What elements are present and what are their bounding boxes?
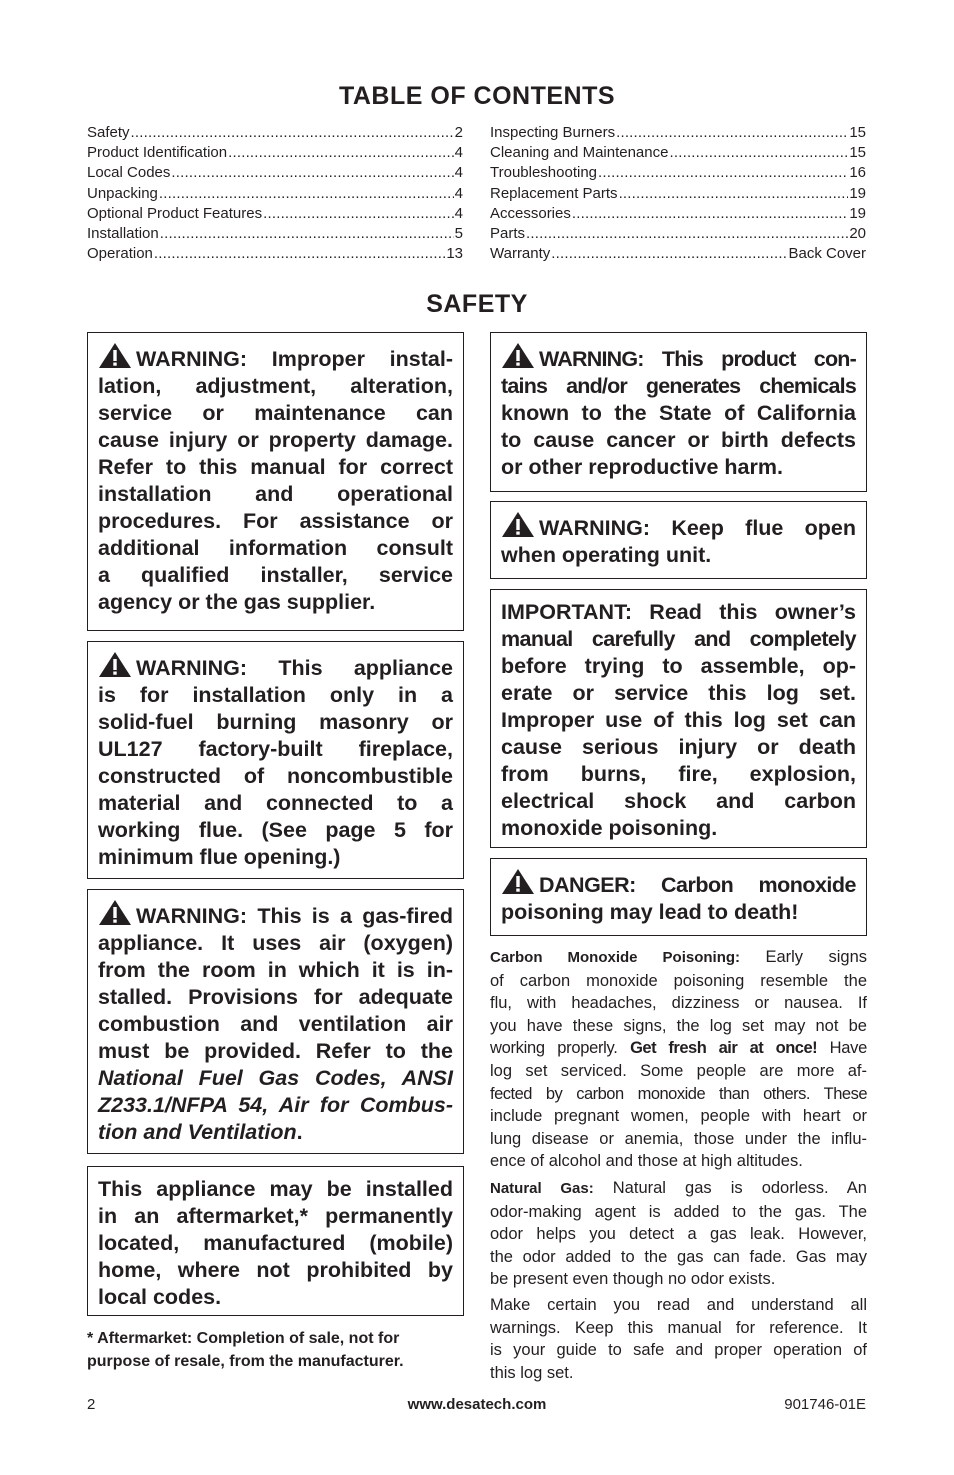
box-line: stalled. Provisions for adequate bbox=[98, 985, 453, 1009]
para-line: Carbon Monoxide Poisoning: Early signs bbox=[490, 948, 868, 966]
para-line: Make certain you read and understand all bbox=[490, 1296, 867, 1314]
para-line: include pregnant women, people with heart or bbox=[490, 1107, 867, 1126]
page-number: 2 bbox=[87, 1396, 96, 1413]
toc-leader bbox=[669, 143, 848, 163]
para-line: this log set. bbox=[490, 1363, 574, 1382]
box-line: DANGER: Carbon monoxide bbox=[501, 868, 856, 899]
carbon-monoxide-paragraph bbox=[490, 946, 867, 1173]
para-line: flu, with headaches, dizziness or nausea. If bbox=[490, 994, 867, 1013]
warning-triangle-icon bbox=[98, 899, 132, 926]
toc-leader bbox=[171, 163, 453, 183]
natural-gas-paragraph bbox=[490, 1177, 867, 1291]
toc-label: Operation bbox=[87, 245, 153, 263]
box-line: National Fuel Gas Codes, ANSI bbox=[98, 1066, 453, 1090]
toc-label: Replacement Parts bbox=[490, 184, 618, 202]
warning-triangle-icon bbox=[98, 342, 132, 369]
box-line: service or maintenance can bbox=[98, 401, 453, 425]
box-line: monoxide poisoning. bbox=[501, 816, 718, 840]
toc-page: 13 bbox=[446, 245, 463, 263]
toc-page: 15 bbox=[849, 144, 866, 162]
warning-triangle-icon bbox=[501, 868, 535, 895]
document-code: 901746-01E bbox=[784, 1396, 866, 1413]
box-line: additional information consult bbox=[98, 536, 453, 560]
box-line: minimum flue opening.) bbox=[98, 845, 341, 869]
toc-entry bbox=[87, 204, 463, 224]
toc-leader bbox=[263, 204, 454, 224]
toc-leader bbox=[619, 184, 849, 204]
para-line: working properly. Get fresh air at once! Have bbox=[490, 1039, 867, 1058]
box-line: located, manufactured (mobile) bbox=[98, 1231, 453, 1255]
toc-label: Optional Product Features bbox=[87, 204, 263, 222]
box-line: WARNING: This appliance bbox=[98, 651, 453, 682]
mobile-home-notice-box bbox=[87, 1166, 464, 1316]
toc-right-column bbox=[490, 123, 866, 264]
toc-label: Product Identification bbox=[87, 144, 228, 162]
warning-appliance-installation-box bbox=[87, 641, 464, 879]
toc-label: Local Codes bbox=[87, 164, 171, 182]
box-line: working flue. (See page 5 for bbox=[98, 818, 453, 842]
toc-page: 19 bbox=[849, 204, 866, 222]
para-line: ence of alcohol and those at high altitudes. bbox=[490, 1152, 803, 1171]
warning-improper-installation-box bbox=[87, 332, 464, 631]
para-line: is your guide to safe and proper operation of bbox=[490, 1341, 867, 1360]
toc-page: Back Cover bbox=[788, 245, 866, 263]
box-line: agency or the gas supplier. bbox=[98, 590, 376, 614]
box-line: is for installation only in a bbox=[98, 683, 453, 707]
box-line: tion and Ventilation. bbox=[98, 1120, 303, 1144]
para-line: odor-making agent is added to the gas. The bbox=[490, 1202, 867, 1221]
box-line: Z233.1/NFPA 54, Air for Combus- bbox=[98, 1093, 453, 1117]
toc-page: 15 bbox=[849, 124, 866, 141]
toc-left-column bbox=[87, 123, 463, 264]
safety-title: SAFETY bbox=[426, 290, 528, 318]
toc-label: Accessories bbox=[490, 204, 571, 222]
toc-leader bbox=[572, 204, 848, 224]
toc-entry bbox=[87, 224, 463, 244]
box-line: when operating unit. bbox=[501, 543, 712, 567]
box-line: appliance. It uses air (oxygen) bbox=[98, 931, 453, 955]
toc-leader bbox=[551, 244, 787, 264]
note-line: * Aftermarket: Completion of sale, not for bbox=[87, 1330, 400, 1347]
toc-entry bbox=[87, 244, 463, 264]
aftermarket-footnote bbox=[87, 1327, 467, 1373]
warning-triangle-icon bbox=[98, 651, 132, 678]
danger-carbon-monoxide-box bbox=[490, 858, 867, 936]
para-line: you have these signs, the log set may not be bbox=[490, 1016, 867, 1035]
para-line: odor helps you detect a gas leak. However, bbox=[490, 1225, 867, 1244]
para-line: fected by carbon monoxide than others. These bbox=[490, 1084, 867, 1103]
toc-leader bbox=[616, 123, 848, 143]
box-line: IMPORTANT: Read this owner’s bbox=[501, 600, 856, 624]
toc-page: 19 bbox=[849, 184, 866, 202]
para-line: Natural Gas: Natural gas is odorless. An bbox=[490, 1179, 867, 1197]
toc-entry bbox=[490, 143, 866, 163]
toc-title: TABLE OF CONTENTS bbox=[338, 82, 616, 110]
toc-label: Unpacking bbox=[87, 184, 158, 202]
toc-page: 4 bbox=[454, 184, 463, 202]
box-line: Refer to this manual for correct bbox=[98, 455, 453, 479]
toc-label: Inspecting Burners bbox=[490, 124, 616, 141]
toc-entry bbox=[87, 123, 463, 143]
toc-entry bbox=[87, 184, 463, 204]
box-line: home, where not prohibited by bbox=[98, 1258, 453, 1282]
box-line: to cause cancer or birth defects bbox=[501, 428, 856, 452]
warning-triangle-icon bbox=[501, 342, 535, 369]
toc-page: 4 bbox=[454, 204, 463, 222]
box-line: before trying to assemble, op- bbox=[501, 654, 856, 678]
box-line: electrical shock and carbon bbox=[501, 789, 856, 813]
box-line: tains and/or generates chemicals bbox=[501, 374, 856, 398]
toc-entry bbox=[490, 204, 866, 224]
toc-label: Cleaning and Maintenance bbox=[490, 144, 669, 162]
toc-page: 20 bbox=[849, 224, 866, 242]
para-line: be present even though no odor exists. bbox=[490, 1270, 776, 1289]
box-line: manual carefully and completely bbox=[501, 627, 856, 651]
box-line: WARNING: Keep flue open bbox=[501, 511, 856, 542]
box-line: in an aftermarket,* permanently bbox=[98, 1204, 453, 1228]
toc-leader bbox=[598, 163, 848, 183]
box-line: cause serious injury or death bbox=[501, 735, 856, 759]
toc-entry bbox=[87, 163, 463, 183]
toc-entry bbox=[490, 163, 866, 183]
para-line: lung disease or anemia, those under the influ- bbox=[490, 1129, 867, 1148]
box-line: poisoning may lead to death! bbox=[501, 900, 799, 924]
box-line: material and connected to a bbox=[98, 791, 453, 815]
box-line: Improper use of this log set can bbox=[501, 708, 856, 732]
final-reminder-paragraph bbox=[490, 1294, 867, 1384]
box-line: combustion and ventilation air bbox=[98, 1012, 453, 1036]
box-line: or other reproductive harm. bbox=[501, 455, 783, 479]
para-line: the odor added to the gas can fade. Gas may bbox=[490, 1247, 867, 1266]
warning-california-box bbox=[490, 332, 867, 492]
toc-page: 4 bbox=[454, 144, 463, 162]
box-line: erate or service this log set. bbox=[501, 681, 856, 705]
warning-triangle-icon bbox=[501, 511, 535, 538]
toc-label: Safety bbox=[87, 124, 130, 141]
box-line: lation, adjustment, alteration, bbox=[98, 374, 453, 398]
toc-page: 4 bbox=[454, 164, 463, 182]
toc-entry bbox=[490, 184, 866, 204]
important-notice-box bbox=[490, 589, 867, 848]
toc-entry bbox=[87, 143, 463, 163]
box-line: local codes. bbox=[98, 1285, 222, 1309]
toc-leader bbox=[160, 224, 454, 244]
toc-page: 5 bbox=[454, 224, 463, 242]
box-line: UL127 factory-built fireplace, bbox=[98, 737, 453, 761]
box-line: a qualified installer, service bbox=[98, 563, 453, 587]
note-line: purpose of resale, from the manufacturer. bbox=[87, 1353, 404, 1370]
toc-leader bbox=[159, 184, 454, 204]
box-line: must be provided. Refer to the bbox=[98, 1039, 453, 1063]
box-line: from burns, fire, explosion, bbox=[501, 762, 856, 786]
toc-label: Installation bbox=[87, 224, 159, 242]
toc-page: 2 bbox=[454, 124, 463, 141]
toc-entry bbox=[490, 244, 866, 264]
warning-flue-box bbox=[490, 501, 867, 579]
toc-label: Troubleshooting bbox=[490, 164, 598, 182]
toc-leader bbox=[228, 143, 454, 163]
box-line: procedures. For assistance or bbox=[98, 509, 453, 533]
box-line: constructed of noncombustible bbox=[98, 764, 453, 788]
toc-label: Warranty bbox=[490, 245, 551, 263]
website-url: www.desatech.com bbox=[407, 1396, 547, 1413]
toc-leader bbox=[154, 244, 445, 264]
box-line: from the room in which it is in- bbox=[98, 958, 453, 982]
box-line: WARNING: Improper instal- bbox=[98, 342, 453, 373]
toc-entry bbox=[490, 224, 866, 244]
toc-leader bbox=[131, 123, 454, 143]
para-line: of carbon monoxide poisoning resemble the bbox=[490, 971, 867, 990]
toc-entry bbox=[490, 123, 866, 143]
box-line: cause injury or property damage. bbox=[98, 428, 453, 452]
box-line: This appliance may be installed bbox=[98, 1177, 453, 1201]
para-line: log set serviced. Some people are more af- bbox=[490, 1061, 867, 1080]
toc-leader bbox=[526, 224, 848, 244]
box-line: known to the State of California bbox=[501, 401, 856, 425]
box-line: WARNING: This product con- bbox=[501, 342, 856, 373]
warning-gas-fired-box bbox=[87, 889, 464, 1154]
para-line: warnings. Keep this manual for reference. It bbox=[490, 1318, 867, 1337]
box-line: solid-fuel burning masonry or bbox=[98, 710, 453, 734]
toc-label: Parts bbox=[490, 224, 526, 242]
box-line: installation and operational bbox=[98, 482, 453, 506]
box-line: WARNING: This is a gas-fired bbox=[98, 899, 453, 930]
toc-page: 16 bbox=[849, 164, 866, 182]
